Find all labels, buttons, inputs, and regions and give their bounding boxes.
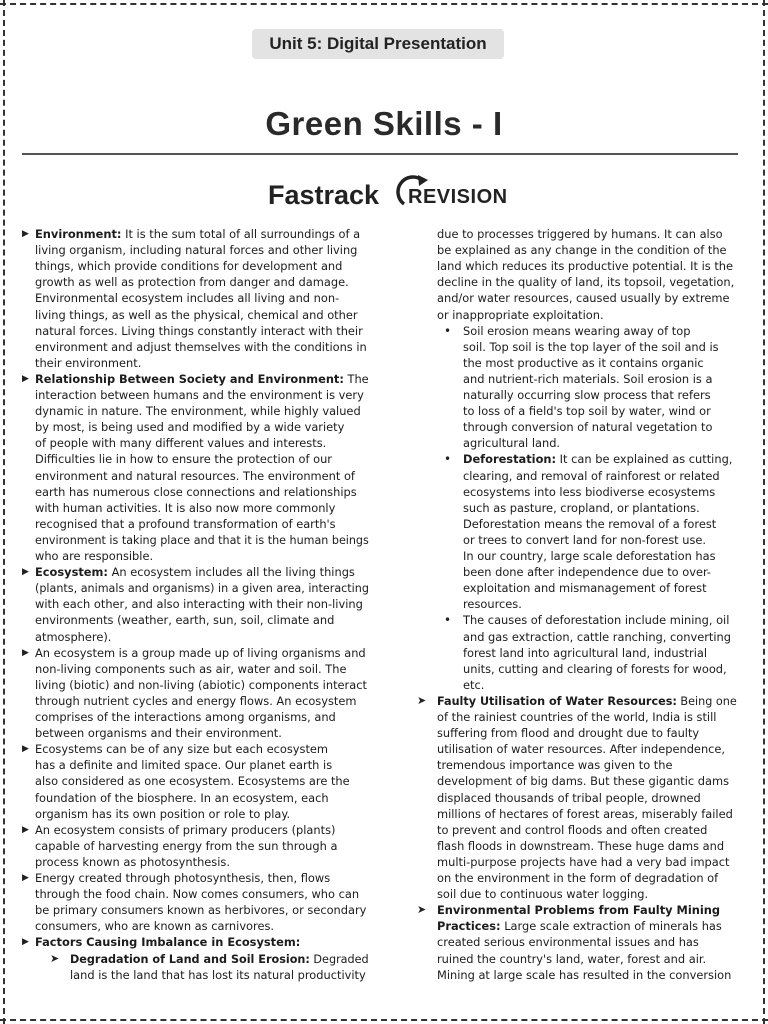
body-text: soil. Top soil is the top layer of the soil and is bbox=[463, 339, 719, 354]
body-text: to loss of a field's top soil by water, wind or bbox=[463, 404, 711, 419]
body-text: due to processes triggered by humans. It can also bbox=[437, 227, 723, 241]
left-column-line bbox=[35, 790, 329, 806]
body-text: ecosystems into less biodiverse ecosystems bbox=[463, 484, 716, 499]
body-text: and/or water resources, caused usually by extreme bbox=[437, 291, 730, 306]
body-text: the most productive as it contains organic bbox=[463, 355, 704, 370]
left-column-line bbox=[35, 854, 230, 870]
bullet-triangle-icon: ▶ bbox=[22, 824, 29, 835]
left-column-line bbox=[35, 870, 330, 886]
right-column-line bbox=[463, 484, 715, 500]
bold-lead: Faulty Utilisation of Water Resources: bbox=[437, 693, 677, 708]
bullet-arrow-icon: ➤ bbox=[417, 693, 427, 707]
bullet-triangle-icon: ▶ bbox=[22, 937, 29, 948]
body-text: through conversion of natural vegetation to bbox=[463, 420, 713, 435]
left-column-line bbox=[35, 806, 290, 822]
body-text: capable of harvesting energy from the sun through a bbox=[35, 838, 338, 853]
left-column-line bbox=[35, 934, 300, 950]
title-divider bbox=[22, 153, 738, 155]
right-column-line bbox=[463, 468, 720, 484]
left-column-line bbox=[35, 242, 357, 258]
body-text: has a definite and limited space. Our planet earth is bbox=[35, 758, 333, 773]
body-text: Energy created through photosynthesis, then, flows bbox=[35, 871, 331, 885]
body-text: process known as photosynthesis. bbox=[35, 854, 230, 869]
right-column-line bbox=[437, 822, 707, 838]
bold-lead: Relationship Between Society and Environment: bbox=[35, 371, 344, 386]
body-text: to prevent and control floods and often created bbox=[437, 822, 708, 837]
right-column-line bbox=[463, 548, 716, 564]
left-column-line bbox=[35, 371, 369, 387]
left-column-line bbox=[35, 902, 366, 918]
left-column-line bbox=[35, 500, 335, 516]
right-column-line bbox=[437, 967, 731, 983]
body-text: resources. bbox=[463, 597, 522, 612]
body-text: An ecosystem includes all the living things bbox=[107, 565, 355, 580]
body-text: things, which provide conditions for development and bbox=[35, 259, 343, 274]
body-text: and gas extraction, cattle ranching, converting bbox=[463, 629, 731, 644]
body-text: utilisation of water resources. After independence, bbox=[437, 742, 726, 757]
page-border-top bbox=[0, 3, 768, 5]
body-text: foundation of the biosphere. In an ecosystem, each bbox=[35, 790, 329, 805]
body-text: displaced thousands of tribal people, drowned bbox=[437, 790, 701, 805]
body-text: Mining at large scale has resulted in the conversion bbox=[437, 967, 732, 982]
body-text: who are responsible. bbox=[35, 549, 154, 563]
bullet-dot-icon: • bbox=[444, 613, 452, 628]
body-text: natural forces. Living things constantly interact with their bbox=[35, 323, 363, 338]
right-column-line bbox=[463, 419, 712, 435]
body-text: or trees to convert land for non-forest use. bbox=[463, 532, 707, 547]
body-text: be explained as any change in the condition of the bbox=[437, 243, 727, 258]
body-text: An ecosystem consists of primary producers (plants) bbox=[35, 822, 336, 837]
left-column-line bbox=[35, 290, 339, 306]
body-text: It is the sum total of all surroundings of a bbox=[121, 227, 361, 241]
body-text: An ecosystem is a group made up of living organisms and bbox=[35, 645, 366, 660]
left-column-line bbox=[35, 838, 337, 854]
bold-lead: Ecosystem: bbox=[35, 565, 108, 580]
body-text: their environment. bbox=[35, 355, 142, 370]
left-column-line bbox=[35, 403, 361, 419]
right-column-line bbox=[437, 226, 723, 242]
body-text: interaction between humans and the environment is very bbox=[35, 388, 364, 402]
right-column-line bbox=[463, 612, 729, 628]
left-column-line bbox=[35, 741, 328, 757]
body-text: of the rainiest countries of the world, India is still bbox=[437, 710, 717, 724]
right-column-line bbox=[463, 645, 707, 661]
right-column-line bbox=[437, 886, 648, 902]
left-column-line bbox=[35, 773, 350, 789]
body-text: also considered as one ecosystem. Ecosystems are the bbox=[35, 774, 350, 789]
left-column-line bbox=[35, 757, 332, 773]
right-column-line bbox=[437, 725, 699, 741]
body-text: (plants, animals and organisms) in a given area, interacting bbox=[35, 581, 369, 596]
right-column-line bbox=[463, 339, 719, 355]
page-border-left bbox=[3, 0, 5, 1024]
right-column-line bbox=[463, 387, 711, 403]
right-column-line bbox=[437, 854, 729, 870]
right-column-line bbox=[463, 629, 731, 645]
bullet-triangle-icon: ▶ bbox=[22, 373, 29, 384]
body-text: Degraded bbox=[309, 951, 369, 966]
body-text: Soil erosion means wearing away of top bbox=[463, 323, 691, 338]
chapter-title: Green Skills - I bbox=[265, 105, 503, 142]
right-column-line bbox=[437, 773, 729, 789]
right-column-line bbox=[463, 580, 707, 596]
left-column-line bbox=[70, 951, 369, 967]
right-column-line bbox=[463, 435, 560, 451]
bullet-triangle-icon: ▶ bbox=[22, 647, 29, 658]
logo-word-revision: REVISION bbox=[408, 186, 508, 208]
right-column-line bbox=[463, 677, 484, 693]
body-text: Ecosystems can be of any size but each ecosystem bbox=[35, 742, 329, 757]
right-column-line bbox=[463, 532, 706, 548]
left-column-line bbox=[35, 886, 359, 902]
body-text: through nutrient cycles and energy flows. An ecosystem bbox=[35, 693, 357, 708]
body-text: flash floods in downstream. These huge dams and bbox=[437, 838, 725, 853]
body-text: by most, is being used and modified by a wide variety bbox=[35, 420, 345, 435]
bold-lead: Practices: bbox=[437, 919, 501, 934]
right-column-line bbox=[437, 307, 604, 323]
bullet-arrow-icon: ➤ bbox=[417, 903, 427, 917]
left-column-line bbox=[35, 629, 111, 645]
right-column-line bbox=[463, 661, 727, 677]
body-text: living things, as well as the physical, chemical and other bbox=[35, 307, 358, 322]
bold-lead: Degradation of Land and Soil Erosion: bbox=[70, 951, 310, 966]
right-column-line bbox=[463, 403, 711, 419]
body-text: Deforestation means the removal of a forest bbox=[463, 516, 717, 531]
right-column-line bbox=[463, 355, 704, 371]
body-text: living organism, including natural forces and other living bbox=[35, 243, 358, 258]
body-text: be primary consumers known as herbivores, or secondary bbox=[35, 903, 367, 918]
left-column-line bbox=[35, 532, 369, 548]
right-column-line bbox=[463, 564, 711, 580]
body-text: Being one bbox=[676, 693, 737, 708]
right-column-line bbox=[463, 500, 700, 516]
body-text: and nutrient-rich materials. Soil erosion is a bbox=[463, 371, 713, 386]
left-column-line bbox=[35, 258, 342, 274]
body-text: of people with many different values and interests. bbox=[35, 436, 327, 451]
body-text: with human activities. It is also now more commonly bbox=[35, 500, 336, 515]
page-border-right bbox=[763, 0, 765, 1024]
body-text: Large scale extraction of minerals has bbox=[500, 919, 722, 934]
left-column-line bbox=[35, 419, 344, 435]
left-column-line bbox=[35, 387, 364, 403]
body-text: environment is taking place and that it is the human beings bbox=[35, 532, 369, 547]
body-text: dynamic in nature. The environment, while highly valued bbox=[35, 404, 361, 419]
right-column-line bbox=[437, 290, 730, 306]
left-column-line bbox=[35, 484, 357, 500]
right-column-line bbox=[437, 790, 701, 806]
body-text: suffering from flood and drought due to faulty bbox=[437, 726, 700, 741]
body-text: clearing, and removal of rainforest or related bbox=[463, 468, 720, 483]
body-text: exploitation and mismanagement of forest bbox=[463, 581, 707, 596]
body-text: agricultural land. bbox=[463, 436, 561, 451]
body-text: tremendous importance was given to the bbox=[437, 758, 673, 773]
body-text: organism has its own position or role to play. bbox=[35, 806, 291, 821]
body-text: growth as well as protection from danger and damage. bbox=[35, 275, 349, 290]
body-text: land which reduces its productive potential. It is the bbox=[437, 259, 734, 274]
left-column-line bbox=[35, 468, 355, 484]
page-border-bottom bbox=[0, 1019, 768, 1021]
right-column-line bbox=[463, 596, 522, 612]
right-column-line bbox=[463, 371, 712, 387]
right-column-line bbox=[437, 258, 733, 274]
left-column-line bbox=[35, 645, 366, 661]
left-column-line bbox=[35, 548, 153, 564]
right-column-line bbox=[463, 451, 732, 467]
bullet-triangle-icon: ▶ bbox=[22, 873, 29, 883]
body-text: such as pasture, cropland, or plantations. bbox=[463, 500, 700, 515]
left-column-line bbox=[35, 725, 282, 741]
body-text: environments (weather, earth, sun, soil, climate and bbox=[35, 613, 335, 628]
body-text: It can be explained as cutting, bbox=[556, 452, 733, 467]
bullet-triangle-icon: ▶ bbox=[22, 744, 29, 755]
body-text: land is the land that has lost its natural productivity bbox=[70, 967, 366, 982]
bold-lead: Factors Causing Imbalance in Ecosystem: bbox=[35, 935, 301, 950]
left-column-line bbox=[35, 612, 334, 628]
left-column-line bbox=[35, 822, 335, 838]
right-column-line bbox=[437, 838, 724, 854]
bullet-dot-icon: • bbox=[444, 452, 452, 467]
body-text: multi-purpose projects have had a very bad impact bbox=[437, 854, 730, 869]
left-column-line bbox=[35, 516, 336, 532]
body-text: been done after independence due to over- bbox=[463, 565, 712, 580]
left-column-line bbox=[35, 709, 336, 725]
bullet-triangle-icon: ▶ bbox=[22, 229, 29, 239]
body-text: non-living components such as air, water and soil. The bbox=[35, 661, 347, 676]
right-column-line bbox=[437, 934, 699, 950]
left-column-line bbox=[35, 596, 363, 612]
right-column-line bbox=[437, 242, 727, 258]
right-column-line bbox=[437, 274, 734, 290]
left-column-line bbox=[35, 451, 332, 467]
body-text: between organisms and their environment. bbox=[35, 726, 282, 741]
body-text: soil due to continuous water logging. bbox=[437, 887, 649, 902]
left-column-line bbox=[35, 307, 358, 323]
right-column-line bbox=[437, 757, 673, 773]
left-column-line bbox=[35, 580, 369, 596]
left-column-line bbox=[35, 435, 326, 451]
body-text: with each other, and also interacting with their non-living bbox=[35, 597, 363, 612]
body-text: development of big dams. But these gigantic dams bbox=[437, 774, 730, 789]
logo-word-fastrack: Fastrack bbox=[268, 180, 380, 210]
body-text: The bbox=[343, 371, 369, 386]
right-column-line bbox=[437, 693, 737, 709]
body-text: environment and natural resources. The environment of bbox=[35, 468, 355, 483]
body-text: units, cutting and clearing of forests for wood, bbox=[463, 661, 727, 676]
right-column-line bbox=[437, 709, 716, 725]
body-text: earth has numerous close connections and relationships bbox=[35, 484, 357, 499]
right-column-line bbox=[437, 870, 718, 886]
left-column-line bbox=[35, 226, 360, 242]
bold-lead: Environmental Problems from Faulty Mining bbox=[437, 903, 721, 918]
body-text: forest land into agricultural land, industrial bbox=[463, 645, 707, 660]
body-text: on the environment in the form of degradation of bbox=[437, 871, 719, 885]
left-column-line bbox=[35, 323, 363, 339]
right-column-line bbox=[437, 806, 733, 822]
left-column-line bbox=[35, 661, 346, 677]
right-column-line bbox=[463, 323, 690, 339]
left-column-line bbox=[35, 677, 367, 693]
body-text: environment and adjust themselves with the conditions in bbox=[35, 339, 367, 354]
body-text: living (biotic) and non-living (abiotic) components interact bbox=[35, 677, 367, 692]
body-text: decline in the quality of land, its topsoil, vegetation, bbox=[437, 275, 735, 290]
body-text: etc. bbox=[463, 677, 485, 692]
right-column-line bbox=[437, 918, 722, 934]
bold-lead: Environment: bbox=[35, 227, 122, 241]
bold-lead: Deforestation: bbox=[463, 452, 557, 467]
left-column-line bbox=[35, 918, 274, 934]
body-text: ruined the country's land, water, forest and air. bbox=[437, 951, 707, 966]
body-text: Environmental ecosystem includes all living and non- bbox=[35, 291, 340, 306]
body-text: recognised that a profound transformation of earth's bbox=[35, 516, 336, 531]
left-column-line bbox=[70, 967, 366, 983]
body-text: through the food chain. Now comes consumers, who can bbox=[35, 887, 360, 902]
body-text: naturally occurring slow process that refers bbox=[463, 388, 711, 402]
left-column-line bbox=[35, 355, 141, 371]
right-column-line bbox=[437, 902, 720, 918]
body-text: created serious environmental issues and has bbox=[437, 935, 699, 950]
left-column-line bbox=[35, 339, 367, 355]
body-text: The causes of deforestation include mining, oil bbox=[463, 613, 730, 628]
body-text: In our country, large scale deforestation has bbox=[463, 549, 716, 563]
bullet-arrow-icon: ➤ bbox=[50, 951, 60, 965]
fastrack-revision-logo bbox=[268, 174, 508, 214]
body-text: or inappropriate exploitation. bbox=[437, 307, 604, 322]
body-text: comprises of the interactions among organisms, and bbox=[35, 710, 336, 724]
right-column-line bbox=[437, 951, 706, 967]
right-column-line bbox=[463, 516, 716, 532]
body-text: Difficulties lie in how to ensure the protection of our bbox=[35, 452, 332, 467]
left-column-line bbox=[35, 693, 357, 709]
body-text: atmosphere). bbox=[35, 629, 112, 644]
body-text: consumers, who are known as carnivores. bbox=[35, 919, 275, 934]
unit-badge: Unit 5: Digital Presentation bbox=[252, 29, 504, 59]
left-column-line bbox=[35, 274, 349, 290]
body-text: millions of hectares of forest areas, miserably failed bbox=[437, 806, 733, 821]
right-column-line bbox=[437, 741, 725, 757]
left-column-line bbox=[35, 564, 355, 580]
bullet-dot-icon: • bbox=[444, 323, 452, 338]
bullet-triangle-icon: ▶ bbox=[22, 567, 29, 578]
